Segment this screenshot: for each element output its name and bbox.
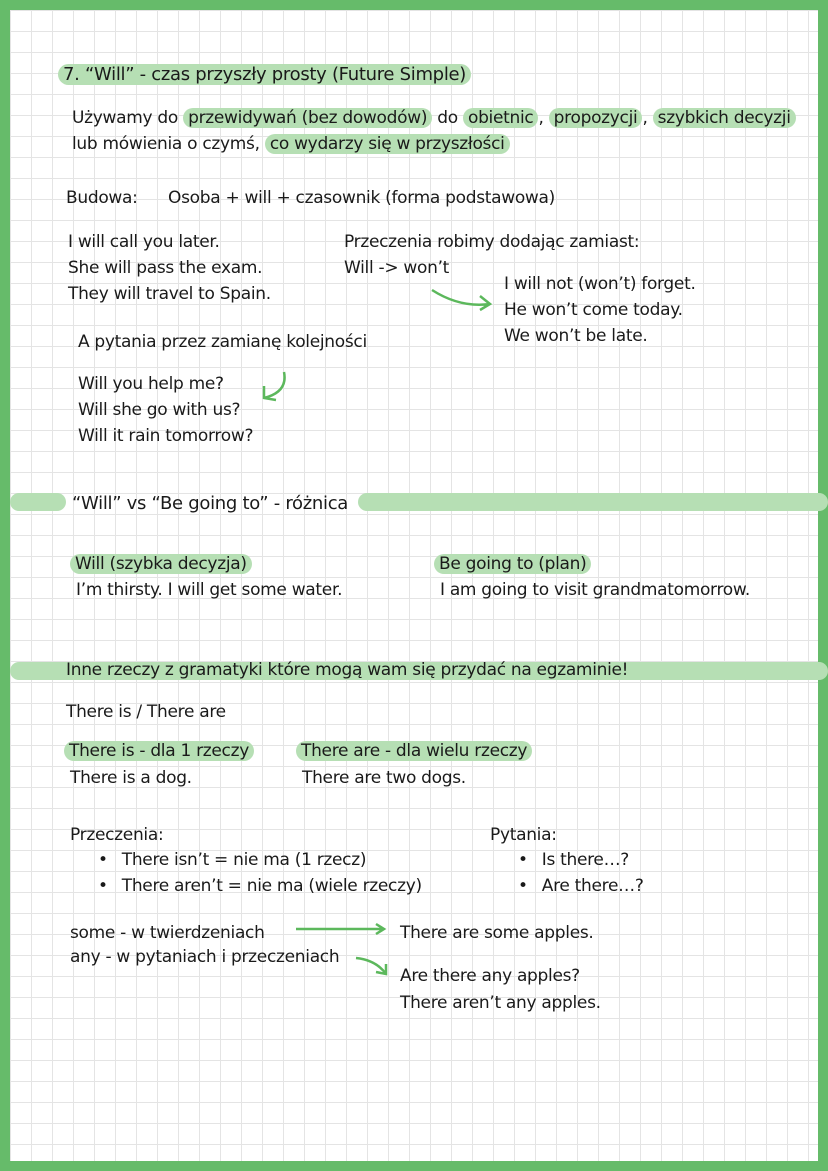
there-is-example: There is a dog. bbox=[70, 768, 192, 788]
text: lub mówienia o czymś, bbox=[72, 134, 260, 154]
usage-line-1 bbox=[72, 108, 796, 128]
will-label: Will (szybka decyzja) bbox=[70, 554, 252, 574]
highlight-future: co wydarzy się w przyszłości bbox=[265, 134, 510, 154]
negation-example-2: He won’t come today. bbox=[504, 300, 683, 320]
text: , bbox=[642, 108, 648, 128]
example-2: She will pass the exam. bbox=[68, 258, 263, 278]
highlight-predictions: przewidywań (bez dowodów) bbox=[183, 108, 432, 128]
questions-title: Pytania: bbox=[490, 825, 557, 845]
usage-line-2 bbox=[72, 134, 510, 154]
there-is-label: There is - dla 1 rzeczy bbox=[64, 741, 254, 761]
structure-label: Budowa: bbox=[66, 188, 138, 208]
structure-formula: Osoba + will + czasownik (forma podstawowa) bbox=[168, 188, 555, 208]
negation-rule: Will -> won’t bbox=[344, 258, 450, 278]
arrow-icon bbox=[258, 370, 298, 410]
example-3: They will travel to Spain. bbox=[68, 284, 271, 304]
negation-item: • There aren’t = nie ma (wiele rzeczy) bbox=[98, 876, 422, 896]
highlight-quick-decisions: szybkich decyzji bbox=[653, 108, 796, 128]
highlight-promises: obietnic bbox=[463, 108, 538, 128]
section-band bbox=[358, 493, 828, 511]
there-are-example: There are two dogs. bbox=[302, 768, 466, 788]
section-title-other: Inne rzeczy z gramatyki które mogą wam się przydać na egzaminie! bbox=[66, 660, 629, 680]
there-are-label: There are - dla wielu rzeczy bbox=[296, 741, 532, 761]
negation-item: • There isn’t = nie ma (1 rzecz) bbox=[98, 850, 366, 870]
negation-example-3: We won’t be late. bbox=[504, 326, 648, 346]
any-example-1: Are there any apples? bbox=[400, 966, 580, 986]
question-example-1: Will you help me? bbox=[78, 374, 224, 394]
question-example-3: Will it rain tomorrow? bbox=[78, 426, 254, 446]
text: do bbox=[437, 108, 458, 128]
section-title-will-vs-going: “Will” vs “Be going to” - różnica bbox=[72, 493, 349, 514]
any-rule: any - w pytaniach i przeczeniach bbox=[70, 947, 340, 967]
section-band bbox=[10, 493, 66, 511]
negation-example-1: I will not (won’t) forget. bbox=[504, 274, 696, 294]
there-is-are-subtitle: There is / There are bbox=[66, 702, 226, 722]
arrow-icon bbox=[354, 954, 394, 984]
some-rule: some - w twierdzeniach bbox=[70, 923, 265, 943]
any-example-2: There aren’t any apples. bbox=[400, 993, 601, 1013]
going-label: Be going to (plan) bbox=[434, 554, 591, 574]
text: Używamy do bbox=[72, 108, 178, 128]
question-item: • Are there…? bbox=[518, 876, 644, 896]
question-example-2: Will she go with us? bbox=[78, 400, 241, 420]
arrow-icon bbox=[294, 922, 394, 936]
question-item: • Is there…? bbox=[518, 850, 629, 870]
negation-title: Przeczenia robimy dodając zamiast: bbox=[344, 232, 640, 252]
example-1: I will call you later. bbox=[68, 232, 220, 252]
will-example: I’m thirsty. I will get some water. bbox=[76, 580, 343, 600]
negations-title: Przeczenia: bbox=[70, 825, 164, 845]
some-example: There are some apples. bbox=[400, 923, 594, 943]
arrow-icon bbox=[430, 286, 500, 316]
section-title-will: 7. “Will” - czas przyszły prosty (Future Simple) bbox=[58, 64, 471, 85]
highlight-offers: propozycji bbox=[549, 108, 643, 128]
text: , bbox=[538, 108, 544, 128]
going-example: I am going to visit grandmatomorrow. bbox=[440, 580, 751, 600]
question-title: A pytania przez zamianę kolejności bbox=[78, 332, 367, 352]
